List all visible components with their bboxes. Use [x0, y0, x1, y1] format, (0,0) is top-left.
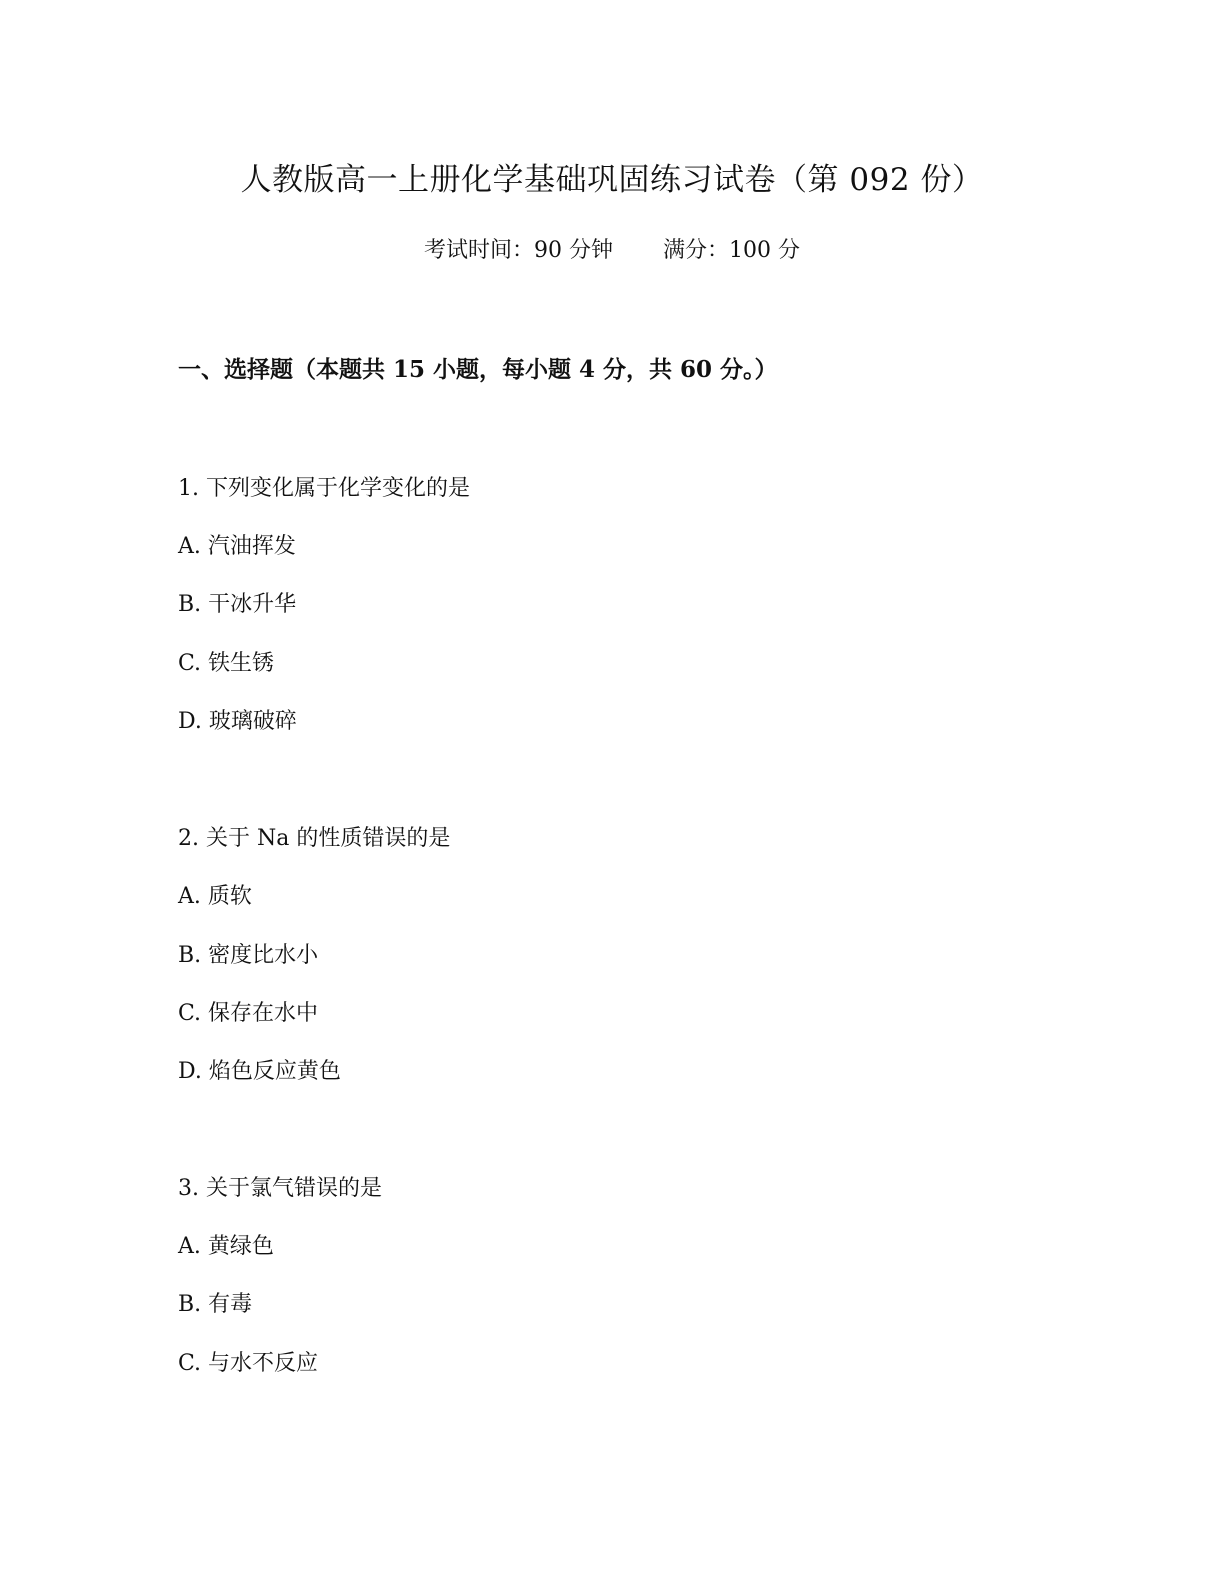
question-2-option-c: C. 保存在水中: [178, 1001, 319, 1026]
page-title: 人教版高一上册化学基础巩固练习试卷（第 092 份）: [240, 162, 984, 198]
question-2-stem: 2. 关于 Na 的性质错误的是: [178, 826, 451, 851]
question-1-option-c: C. 铁生锈: [178, 651, 275, 676]
question-2-option-b: B. 密度比水小: [178, 943, 319, 968]
question-2-option-d: D. 焰色反应黄色: [178, 1059, 341, 1084]
exam-time: 考试时间：90 分钟: [424, 238, 613, 263]
question-3-stem: 3. 关于氯气错误的是: [178, 1176, 382, 1201]
question-3-option-a: A. 黄绿色: [178, 1234, 274, 1259]
question-2-option-a: A. 质软: [178, 884, 252, 909]
section-heading: 一、选择题（本题共 15 小题，每小题 4 分，共 60 分。）: [178, 356, 778, 383]
exam-info: [0, 233, 1224, 269]
question-3-option-c: C. 与水不反应: [178, 1351, 319, 1376]
exam-full-score: 满分：100 分: [663, 238, 800, 263]
question-3-option-b: B. 有毒: [178, 1292, 253, 1317]
question-1-option-b: B. 干冰升华: [178, 592, 297, 617]
question-1-option-d: D. 玻璃破碎: [178, 709, 297, 734]
question-1-stem: 1. 下列变化属于化学变化的是: [178, 476, 470, 501]
question-1-option-a: A. 汽油挥发: [178, 534, 296, 559]
